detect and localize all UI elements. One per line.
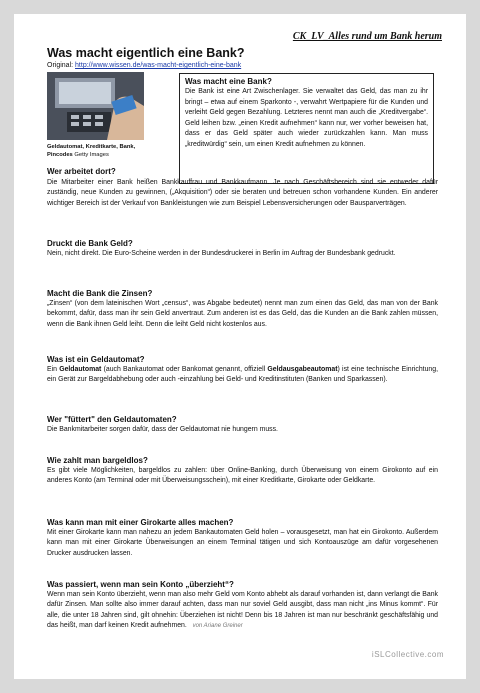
photo-caption xyxy=(47,143,152,159)
atm-photo xyxy=(47,72,144,140)
section-heading: Wer arbeitet dort? xyxy=(47,167,116,176)
section-text: Die Mitarbeiter einer Bank heißen Bankkauffrau und Bankkaufmann. Je nach Geschäftsbereich sind sie entweder dafür zuständig, neue Kunden zu gewinnen, („Akquisition“) oder sie beraten und betreuen schon vorhandene Kunden. Ein anderer wichtiger Bereich ist der Verkauf von Bankleistungen wie zum Beispiel Lebensversicherungen oder Bausparverträgen. xyxy=(47,179,438,207)
original-link[interactable]: http://www.wissen.de/was-macht-eigentlich-eine-bank xyxy=(75,62,242,69)
original-source xyxy=(47,62,241,69)
section-text: Es gibt viele Möglichkeiten, bargeldlos zu zahlen: über Online-Banking, durch Überweisung von einem Girokonto auf ein anderes Konto (am Terminal oder mit Überweisungsschein), mit einer Kreditkarte, Girokarte oder Geldkarte. xyxy=(47,467,438,485)
worksheet-page xyxy=(14,14,466,679)
header-title: CK_LV_Alles rund um Bank herum xyxy=(292,31,442,42)
section-druckt-geld xyxy=(47,238,438,259)
section-heading: Wie zahlt man bargeldlos? xyxy=(47,456,148,465)
term-geldausgabeautomat: Geldausgabeautomat xyxy=(267,366,338,373)
atm-photo-graphic xyxy=(47,72,144,140)
section-heading: Was kann man mit einer Girokarte alles machen? xyxy=(47,518,234,527)
section-text: „Zinsen“ (von dem lateinischen Wort „census“, was Abgabe bedeutet) nennt man zum einen das Geld, das man von der Bank bekommt, dafür, dass man ihr sein Geld anvertraut. Zum anderen ist es das Geld, das die Kunden an die Bank zahlen müssen, wenn die Bank ihnen Geld leiht. Denn die leiht Geld nicht kostenlos aus. xyxy=(47,300,438,328)
info-box-title: Was macht eine Bank? xyxy=(185,77,272,86)
section-text: Nein, nicht direkt. Die Euro-Scheine werden in der Bundesdruckerei in Berlin im Auftrag der Bundesbank gedruckt. xyxy=(47,250,396,257)
section-text xyxy=(47,365,438,386)
section-wer-arbeitet-text xyxy=(47,178,438,209)
photo-caption-keywords: Geldautomat, Kreditkarte, Bank, Pincodes xyxy=(47,144,136,158)
section-heading: Macht die Bank die Zinsen? xyxy=(47,289,153,298)
page-title: Was macht eigentlich eine Bank? xyxy=(47,46,245,60)
section-text: Mit einer Girokarte kann man nahezu an jedem Bankautomaten Geld holen – vorausgesetzt, man hat ein Girokonto. Außerdem kann man mit einer Girokarte Überweisungen an einem Terminal tätigen und sich Kontoauszüge am dafür vorgesehenen Drucker ausdrucken lassen. xyxy=(47,529,438,557)
term-geldautomat: Geldautomat xyxy=(59,366,102,373)
author-credit: von Ariane Greiner xyxy=(192,623,243,630)
section-heading: Was ist ein Geldautomat? xyxy=(47,355,145,364)
text-part: ) ist eine technische Einrichtung, ein Gerät zur Bargeldabhebung oder auch -einzahlung bei Geld- und Kreditinstituten (Banken und Sparkassen). xyxy=(47,366,438,384)
original-label: Original: xyxy=(47,62,74,69)
photo-credit: Getty Images xyxy=(74,152,109,158)
footer-watermark: iSLCollective.com xyxy=(371,650,444,659)
section-girokarte xyxy=(47,517,438,559)
text-part: Ein xyxy=(47,366,60,373)
section-heading: Druckt die Bank Geld? xyxy=(47,239,133,248)
section-fuettert xyxy=(47,414,438,435)
section-bargeldlos xyxy=(47,455,438,487)
section-text: Die Bankmitarbeiter sorgen dafür, dass der Geldautomat nie hungern muss. xyxy=(47,426,278,433)
section-zinsen xyxy=(47,288,438,330)
info-box-text: Die Bank ist eine Art Zwischenlager. Sie verwaltet das Geld, das man zu ihr bringt – etwa auf einem Sparkonto -, verwahrt Wertpapiere für die Kunden und verleiht Geld gegen Bezahlung. Letzteres nennt man auch die „Kreditvergabe“. Geld leihen bzw. „einen Kredit aufnehmen“ kann nur, wer vorher beweisen hat, dass er das Geld später auch wieder zurückzahlen kann. Man muss „kreditwürdig“ sein, um einen Kredit aufnehmen zu können. xyxy=(185,88,428,148)
section-text xyxy=(47,590,438,632)
section-heading: Was passiert, wenn man sein Konto „überzieht“? xyxy=(47,580,234,589)
section-wer-arbeitet xyxy=(47,166,171,177)
section-ueberziehen xyxy=(47,579,438,632)
section-geldautomat xyxy=(47,354,438,386)
text-part: Wenn man sein Konto überzieht, wenn man also mehr Geld vom Konto abhebt als darauf vorhanden ist, dann verlangt die Bank dafür Zinsen. Man sollte also immer darauf achten, dass man nur soviel Geld ausgibt, dass man nicht „ins Minus kommt“. Für alle, die unter 18 Jahren sind, gilt ohnehin: Überziehen ist nicht! Denn bis 18 Jahren ist man nur beschränkt geschäftsfähig und das heißt, man darf keinen Kredit aufnehmen. xyxy=(47,591,438,630)
info-box xyxy=(179,73,434,184)
section-heading: Wer "füttert" den Geldautomaten? xyxy=(47,415,177,424)
text-part: (auch Bankautomat oder Bankomat genannt, offiziell xyxy=(101,366,268,373)
